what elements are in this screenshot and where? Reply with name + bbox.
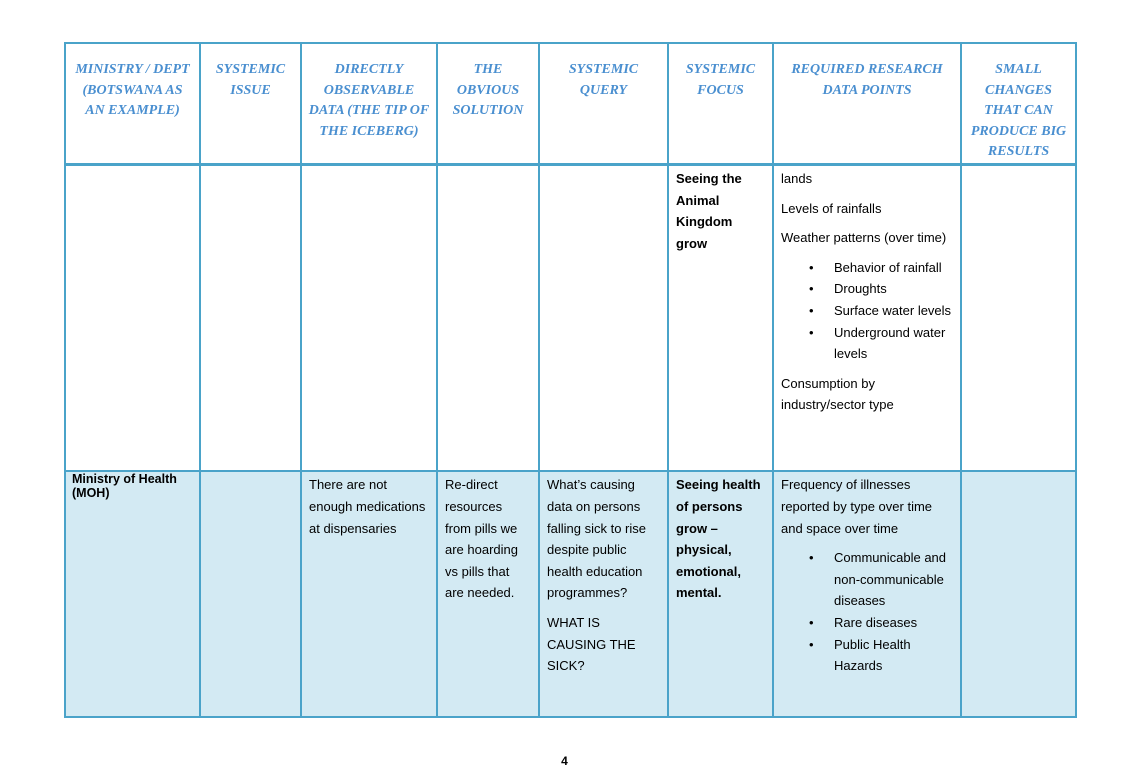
header-changes: SMALL CHANGES THAT CAN PRODUCE BIG RESULTS (961, 43, 1076, 164)
query-text: What’s causing data on persons falling sick to rise despite public health education programmes? (547, 477, 646, 601)
bullet-icon: • (809, 324, 814, 340)
list-item: • Underground water levels (781, 322, 953, 365)
research-bullet-list (781, 257, 953, 365)
cell-solution (437, 164, 539, 471)
research-text: Frequency of illnesses reported by type over time and space over time (781, 477, 933, 536)
systemic-analysis-table (64, 42, 1077, 718)
header-query: SYSTEMIC QUERY (539, 43, 668, 164)
bullet-icon: • (809, 259, 814, 275)
focus-text: Seeing the Animal Kingdom grow (676, 170, 742, 251)
cell-issue (200, 164, 301, 471)
header-row (65, 43, 1076, 164)
cell-data (301, 164, 437, 471)
cell-data (301, 471, 437, 717)
research-text: Levels of rainfalls (781, 200, 882, 216)
cell-research (773, 164, 961, 471)
list-item: • Communicable and non-communicable diseases (781, 547, 953, 612)
cell-query (539, 471, 668, 717)
research-bullet-list (781, 547, 953, 677)
cell-ministry (65, 164, 200, 471)
cell-issue (200, 471, 301, 717)
cell-changes (961, 164, 1076, 471)
cell-changes (961, 471, 1076, 717)
cell-research (773, 471, 961, 717)
table-row (65, 164, 1076, 471)
cell-ministry (65, 471, 200, 717)
bullet-icon: • (809, 636, 814, 652)
cell-focus (668, 164, 773, 471)
bullet-icon: • (809, 615, 814, 631)
ministry-name: Ministry of Health (MOH) (72, 472, 177, 501)
query-text: WHAT IS CAUSING THE SICK? (547, 615, 636, 674)
data-text: There are not enough medications at dispensaries (309, 477, 426, 536)
header-research: REQUIRED RESEARCH DATA POINTS (773, 43, 961, 164)
header-focus: SYSTEMIC FOCUS (668, 43, 773, 164)
header-solution: THE OBVIOUS SOLUTION (437, 43, 539, 164)
cell-query (539, 164, 668, 471)
research-text: Weather patterns (over time) (781, 230, 947, 246)
bullet-icon: • (809, 281, 814, 297)
research-text: lands (781, 170, 813, 186)
header-ministry: MINISTRY / DEPT (BOTSWANA AS AN EXAMPLE) (65, 43, 200, 164)
bullet-icon: • (809, 550, 814, 566)
table-row (65, 471, 1076, 717)
header-data: DIRECTLY OBSERVABLE DATA (THE TIP OF THE ICEBERG) (301, 43, 437, 164)
research-text: Consumption by industry/sector type (781, 375, 894, 413)
list-item: • Behavior of rainfall (781, 257, 953, 279)
list-item: • Rare diseases (781, 612, 953, 634)
cell-focus (668, 471, 773, 717)
solution-text: Re-direct resources from pills we are hoarding vs pills that are needed. (445, 477, 518, 601)
page-number: 4 (561, 754, 568, 768)
bullet-icon: • (809, 302, 814, 318)
list-item: • Public Health Hazards (781, 634, 953, 677)
header-issue: SYSTEMIC ISSUE (200, 43, 301, 164)
list-item: • Droughts (781, 278, 953, 300)
cell-solution (437, 471, 539, 717)
list-item: • Surface water levels (781, 300, 953, 322)
focus-text: Seeing health of persons grow – physical, emotional, mental. (676, 477, 761, 601)
